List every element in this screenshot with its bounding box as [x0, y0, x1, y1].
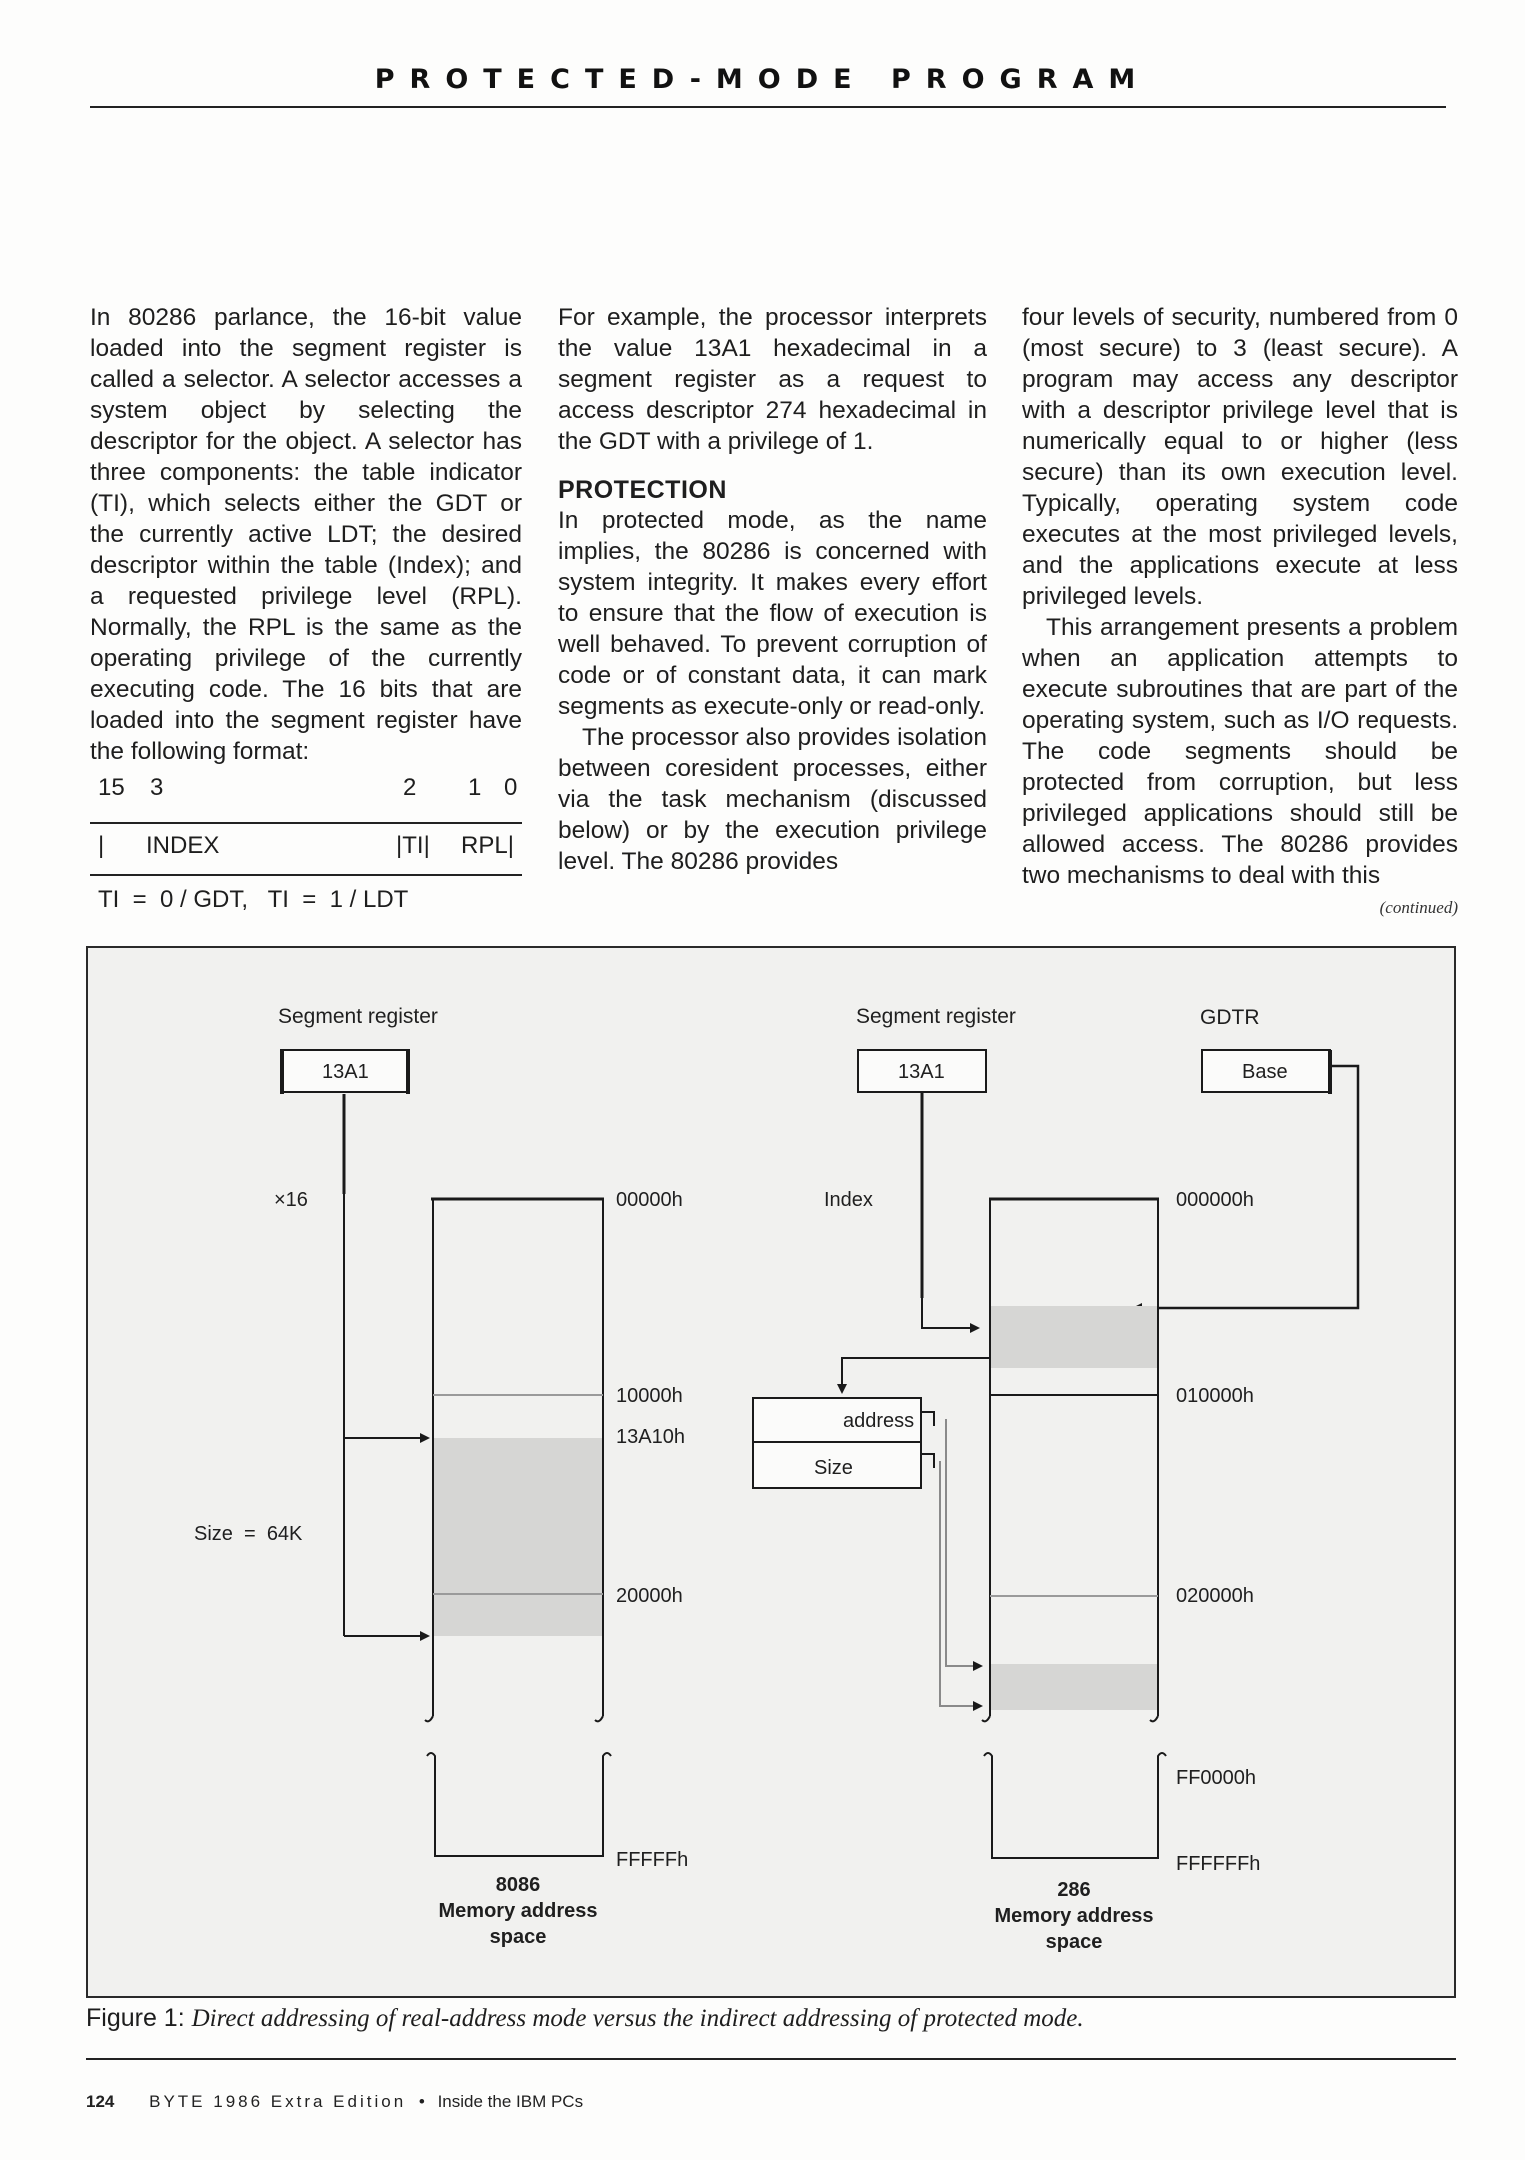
section-heading-protection: PROTECTION — [558, 476, 727, 504]
addr-20000h: 20000h — [616, 1585, 683, 1607]
segment-shaded-block — [991, 1664, 1157, 1710]
addr-010000h: 010000h — [1176, 1385, 1254, 1407]
real-mode-title-2: Memory address — [438, 1900, 598, 1922]
real-mode-title-3: space — [489, 1926, 547, 1948]
gdt-shaded-entry — [991, 1306, 1157, 1368]
right-segment-register-label: Segment register — [856, 1005, 1016, 1028]
bit-3-label: 3 — [150, 774, 164, 801]
caption-rule — [86, 2058, 1456, 2060]
bit-15-label: 15 — [98, 774, 125, 801]
figure-caption — [86, 2004, 1084, 2033]
real-mode-title-1: 8086 — [495, 1874, 541, 1896]
page-footer — [86, 2092, 583, 2112]
running-head: PROTECTED-MODE PROGRAM — [374, 64, 1151, 95]
format-rule-1 — [90, 822, 522, 824]
size-64k-label: Size = 64K — [194, 1523, 303, 1545]
continued-note: (continued) — [1379, 898, 1458, 917]
index-field-label: INDEX — [146, 832, 220, 859]
addr-10000h: 10000h — [616, 1385, 683, 1407]
protected-mode-title-2: Memory address — [994, 1905, 1154, 1927]
protected-mode-title-1: 286 — [1057, 1879, 1091, 1901]
caption-label: Figure 1: — [86, 2004, 185, 2032]
gdtr-label: GDTR — [1200, 1006, 1260, 1029]
format-rule-2 — [90, 874, 522, 876]
addr-ffffffh: FFFFFFh — [1176, 1853, 1261, 1875]
protected-mode-title-3: space — [1045, 1931, 1103, 1953]
bit-2-label: 2 — [403, 774, 417, 801]
index-label: Index — [824, 1189, 873, 1211]
column-1 — [90, 302, 522, 767]
figure-1-diagram — [86, 946, 1456, 1998]
footer-section: Inside the IBM PCs — [437, 2092, 584, 2111]
column-2 — [558, 302, 987, 877]
addr-00000h: 00000h — [616, 1189, 683, 1211]
col2-paragraph-1: For example, the processor interprets the value 13A1 hexadecimal in a segment register as a request to access descriptor 274 hexadecimal in the GDT with a privilege of 1. — [558, 304, 987, 455]
addr-13a10h: 13A10h — [616, 1426, 685, 1448]
multiplier-label: ×16 — [274, 1189, 308, 1211]
descriptor-address-label: address — [843, 1410, 915, 1432]
ti-field-label: |TI| — [396, 832, 430, 859]
addr-fffffh: FFFFFh — [616, 1849, 689, 1871]
addr-020000h: 020000h — [1176, 1585, 1254, 1607]
header-rule — [90, 106, 1446, 108]
addr-ff0000h: FF0000h — [1176, 1767, 1257, 1789]
column-3 — [1022, 302, 1458, 891]
real-mode-shaded-segment — [433, 1438, 603, 1636]
col2-paragraph-2: In protected mode, as the name implies, the 80286 is concerned with system integrity. It makes every effort to ensure that the flow of execution is well behaved. To prevent corruption of code or of constant data, it can mark segments as execute-only or read-only. — [558, 507, 987, 720]
left-segment-value: 13A1 — [322, 1061, 369, 1083]
ti-note: TI = 0 / GDT, TI = 1 / LDT — [98, 886, 409, 913]
base-label: Base — [1242, 1061, 1288, 1083]
rpl-field-label: RPL| — [461, 832, 514, 859]
col3-paragraph-2: This arrangement presents a problem when an application attempts to execute subroutines that are part of the operating system, such as I/O requests. The code segments should be protected from corruption, but less privileged applications should still be allowed access. The 80286 provides two mechanisms to deal with this — [1022, 614, 1458, 889]
caption-text: Direct addressing of real-address mode versus the indirect addressing of protected mode. — [191, 2005, 1084, 2032]
col1-paragraph-1: In 80286 parlance, the 16-bit value loaded into the segment register is called a selector. A selector accesses a system object by selecting the descriptor for the object. A selector has three components: the table indicator (TI), which selects either the GDT or the currently active LDT; the desired descriptor within the table (Index); and a requested privilege level (RPL). Normally, the RPL is the same as the operating privilege of the currently executing code. The 16 bits that are loaded into the segment register have the following format: — [90, 304, 522, 765]
page-number: 124 — [86, 2092, 115, 2111]
magazine-name: BYTE 1986 Extra Edition — [149, 2092, 407, 2111]
footer-bullet: • — [418, 2092, 425, 2111]
bit-1-label: 1 — [468, 774, 482, 801]
left-segment-register-label: Segment register — [278, 1005, 438, 1028]
right-segment-value: 13A1 — [898, 1061, 945, 1083]
bit-0-label: 0 — [504, 774, 518, 801]
col2-paragraph-3: The processor also provides isolation between coresident processes, either via the task mechanism (discussed below) or by the execution privilege level. The 80286 provides — [558, 724, 987, 875]
format-pipe: | — [98, 832, 105, 859]
descriptor-size-label: Size — [814, 1457, 853, 1479]
addr-000000h: 000000h — [1176, 1189, 1254, 1211]
col3-paragraph-1: four levels of security, numbered from 0 (most secure) to 3 (least secure). A program may access any descriptor with a descriptor privilege level that is numerically equal to or higher (less secure) than its own execution level. Typically, operating system code executes at the most privileged levels, and the applications execute at less privileged levels. — [1022, 304, 1458, 610]
